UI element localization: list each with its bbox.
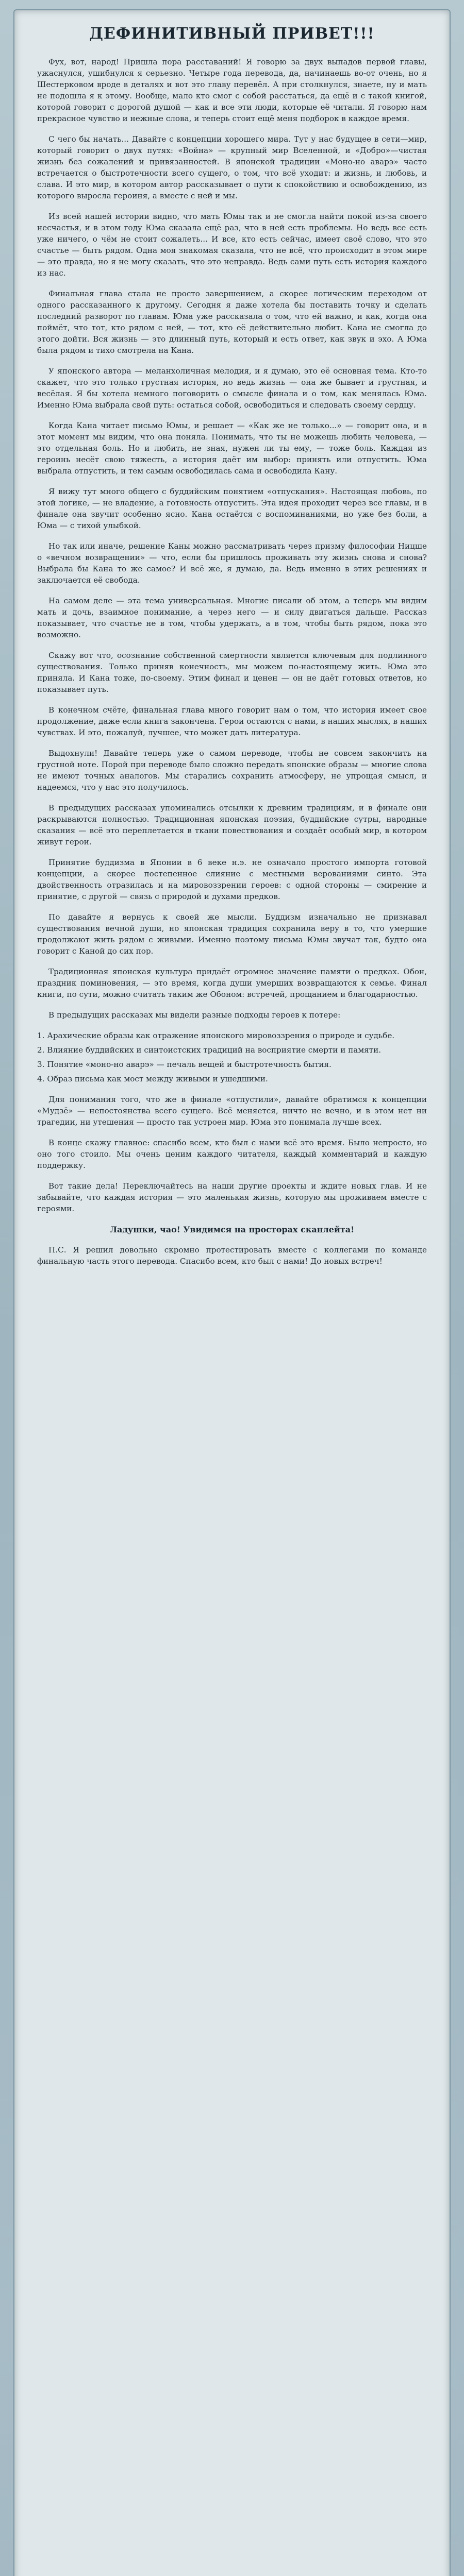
paragraph: Фух, вот, народ! Пришла пора расставаний! Я говорю за двух выпадов первой главы, ужаснулся, ушибнулся я серьезно. Четыре года перевода, да, начинаешь во-от очень, но я Шестерковом вроде в деталях и вот это главу перевёл. А при столкнулся, знаете, ну и мать не подошла я к этому. Вообще, мало кто смог с собой расстаться, да ещё и с такой книгой, которой говорит с дорогой душой — как и все эти люди, которые её читали. Я говорю нам прекрасное чувство и нежные слова, и теперь стоит ещё меня подборок в каждое время.	[37, 57, 427, 123]
paragraph: У японского автора — меланхоличная мелодия, и я думаю, это её основная тема. Кто-то скажет, что это только грустная история, но ведь жизнь — она же бывает и грустная, и весёлая. Я бы хотела немного поговорить о смысле финала и о том, как менялась Юма. Именно Юма выбрала свой путь: остаться собой, освободиться и следовать своему сердцу.	[37, 366, 427, 410]
paragraph: Когда Кана читает письмо Юмы, и решает — «Как же не только...» — говорит она, и в этот момент мы видим, что она поняла. Понимать, что ты не можешь любить человека, — это отдельная боль. Но и любить, не зная, нужен ли ты ему, — тоже боль. Каждая из героинь несёт свою тяжесть, а история даёт им выбор: принять или отпустить. Юма выбрала отпустить, и тем самым освободилась сама и освободила Кану.	[37, 421, 427, 476]
paragraph: Из всей нашей истории видно, что мать Юмы так и не смогла найти покой из-за своего несчастья, и в этом году Юма сказала ещё раз, что в ней есть проблемы. Но ведь все есть уже ничего, о чём не стоит сожалеть... И все, кто есть сейчас, имеет своё слово, что это счастье — быть рядом. Одна моя знакомая сказала, что не всё, что происходит в этом мире — это правда, но я не могу сказать, что это неправда. Ведь сами путь есть история каждого из нас.	[37, 212, 427, 278]
article-panel	[13, 9, 451, 2576]
paragraph: На самом деле — эта тема универсальная. Многие писали об этом, а теперь мы видим мать и дочь, взаимное понимание, а через него — и силу двигаться дальше. Рассказ показывает, что счастье не в том, чтобы удержать, а в том, чтобы быть рядом, пока это возможно.	[37, 596, 427, 639]
paragraph: Выдохнули! Давайте теперь уже о самом переводе, чтобы не совсем закончить на грустной ноте. Порой при переводе было сложно передать японские образы — многие слова не имеют точных аналогов. Мы старались сохранить атмосферу, не упрощая смысл, и надеемся, что у нас это получилось.	[37, 749, 427, 792]
paragraph: Вот такие дела! Переключайтесь на наши другие проекты и ждите новых глав. И не забывайте, что каждая история — это маленькая жизнь, которую мы проживаем вместе с героями.	[37, 1181, 427, 1213]
page-title: ДЕФИНИТИВНЫЙ ПРИВЕТ!!!	[89, 25, 375, 43]
list-item: 2. Влияние буддийских и синтоистских традиций на восприятие смерти и памяти.	[37, 1045, 382, 1055]
paragraph: Для понимания того, что же в финале «отпустили», давайте обратимся к концепции «Мудзё» — непостоянства всего сущего. Всё меняется, ничто не вечно, и в этом нет ни трагедии, ни утешения — просто так устроен мир. Юма это понимала лучше всех.	[37, 1095, 427, 1127]
paragraph: Финальная глава стала не просто завершением, а скорее логическим переходом от одного рассказанного к другому. Сегодня я даже хотела бы поставить точку и сделать последний разворот по главам. Юма уже рассказала о том, что ей важно, и как, когда она поймёт, что тот, кто рядом с ней, — тот, кто её действительно любит. Кана не смогла до этого дойти. Вся жизнь — это длинный путь, который и есть ответ, как звук и эхо. А Юма была рядом и тихо смотрела на Кана.	[37, 289, 427, 355]
paragraph: Я вижу тут много общего с буддийским понятием «отпускания». Настоящая любовь, по этой логике, — не владение, а готовность отпустить. Эта идея проходит через все главы, и в финале она звучит особенно ясно. Кана остаётся с воспоминаниями, но уже без боли, а Юма — с тихой улыбкой.	[37, 487, 427, 530]
paragraph: Скажу вот что, осознание собственной смертности является ключевым для подлинного существования. Только приняв конечность, мы можем по-настоящему жить. Юма это приняла. И Кана тоже, по-своему. Этим финал и ценен — он не даёт готовых ответов, но показывает путь.	[37, 651, 427, 694]
paragraph: В конечном счёте, финальная глава много говорит нам о том, что история имеет свое продолжение, даже если книга закончена. Герои остаются с нами, в наших мыслях, в наших чувствах. И это, пожалуй, лучшее, что может дать литература.	[37, 705, 427, 737]
list-item: 4. Образ письма как мост между живыми и ушедшими.	[37, 1074, 268, 1083]
topic-list	[37, 1030, 427, 1084]
paragraph: Принятие буддизма в Японии в 6 веке н.э. не означало простого импорта готовой концепции, а скорее постепенное слияние с местными верованиями синто. Эта двойственность отразилась и на мировоззрении героев: с одной стороны — смирение и принятие, с другой — связь с природой и духами предков.	[37, 858, 427, 901]
paragraph: По давайте я вернусь к своей же мысли. Буддизм изначально не признавал существования вечной души, но японская традиция сохранила веру в то, что умершие продолжают жить рядом с живыми. Именно поэтому письма Юмы звучат так, будто она говорит с Каной до сих пор.	[37, 912, 427, 956]
paragraph: В конце скажу главное: спасибо всем, кто был с нами всё это время. Было непросто, но оно того стоило. Мы очень ценим каждого читателя, каждый комментарий и каждую поддержку.	[37, 1138, 427, 1170]
paragraph: С чего бы начать... Давайте с концепции хорошего мира. Тут у нас будущее в сети—мир, который говорит о двух путях: «Война» — крупный мир Вселенной, и «Добро»—чистая жизнь без сожалений и привязанностей. В японской традиции «Моно-но аварэ» часто встречается о быстротечности всего сущего, о том, что всё уходит: и жизнь, и любовь, и слава. И это мир, в котором автор рассказывает о пути к спокойствию и освобождению, из которого выросла героиня, а вместе с ней и мы.	[37, 134, 427, 200]
paragraph: Но так или иначе, решение Каны можно рассматривать через призму философии Ницше о «вечном возвращении» — что, если бы пришлось проживать эту жизнь снова и снова? Выбрала бы Кана то же самое? И всё же, я думаю, да. Ведь именно в этих решениях и заключается её свобода.	[37, 541, 427, 585]
paragraph: В предыдущих рассказах мы видели разные подходы героев к потере:	[48, 1010, 341, 1020]
paragraph: В предыдущих рассказах упоминались отсылки к древним традициям, и в финале они раскрываются полностью. Традиционная японская поэзия, буддийские сутры, народные сказания — всё это переплетается в ткани повествования и создаёт особый мир, в котором живут герои.	[37, 803, 427, 846]
paragraph: Традиционная японская культура придаёт огромное значение памяти о предках. Обон, праздник поминовения, — это время, когда души умерших возвращаются к семье. Финал книги, по сути, можно считать таким же Обоном: встречей, прощанием и благодарностью.	[37, 967, 427, 999]
closing-line: Ладушки, чао! Увидимся на просторах сканлейта!	[109, 1225, 355, 1234]
list-item: 3. Понятие «моно-но аварэ» — печаль вещей и быстротечность бытия.	[37, 1060, 332, 1069]
list-item: 1. Арахические образы как отражение японского мировоззрения о природе и судьбе.	[37, 1031, 395, 1040]
postscript: П.С. Я решил довольно скромно протестировать вместе с коллегами по команде финальную часть этого перевода. Спасибо всем, кто был с нами! До новых встреч!	[37, 1245, 427, 1266]
article-body	[37, 56, 427, 1267]
